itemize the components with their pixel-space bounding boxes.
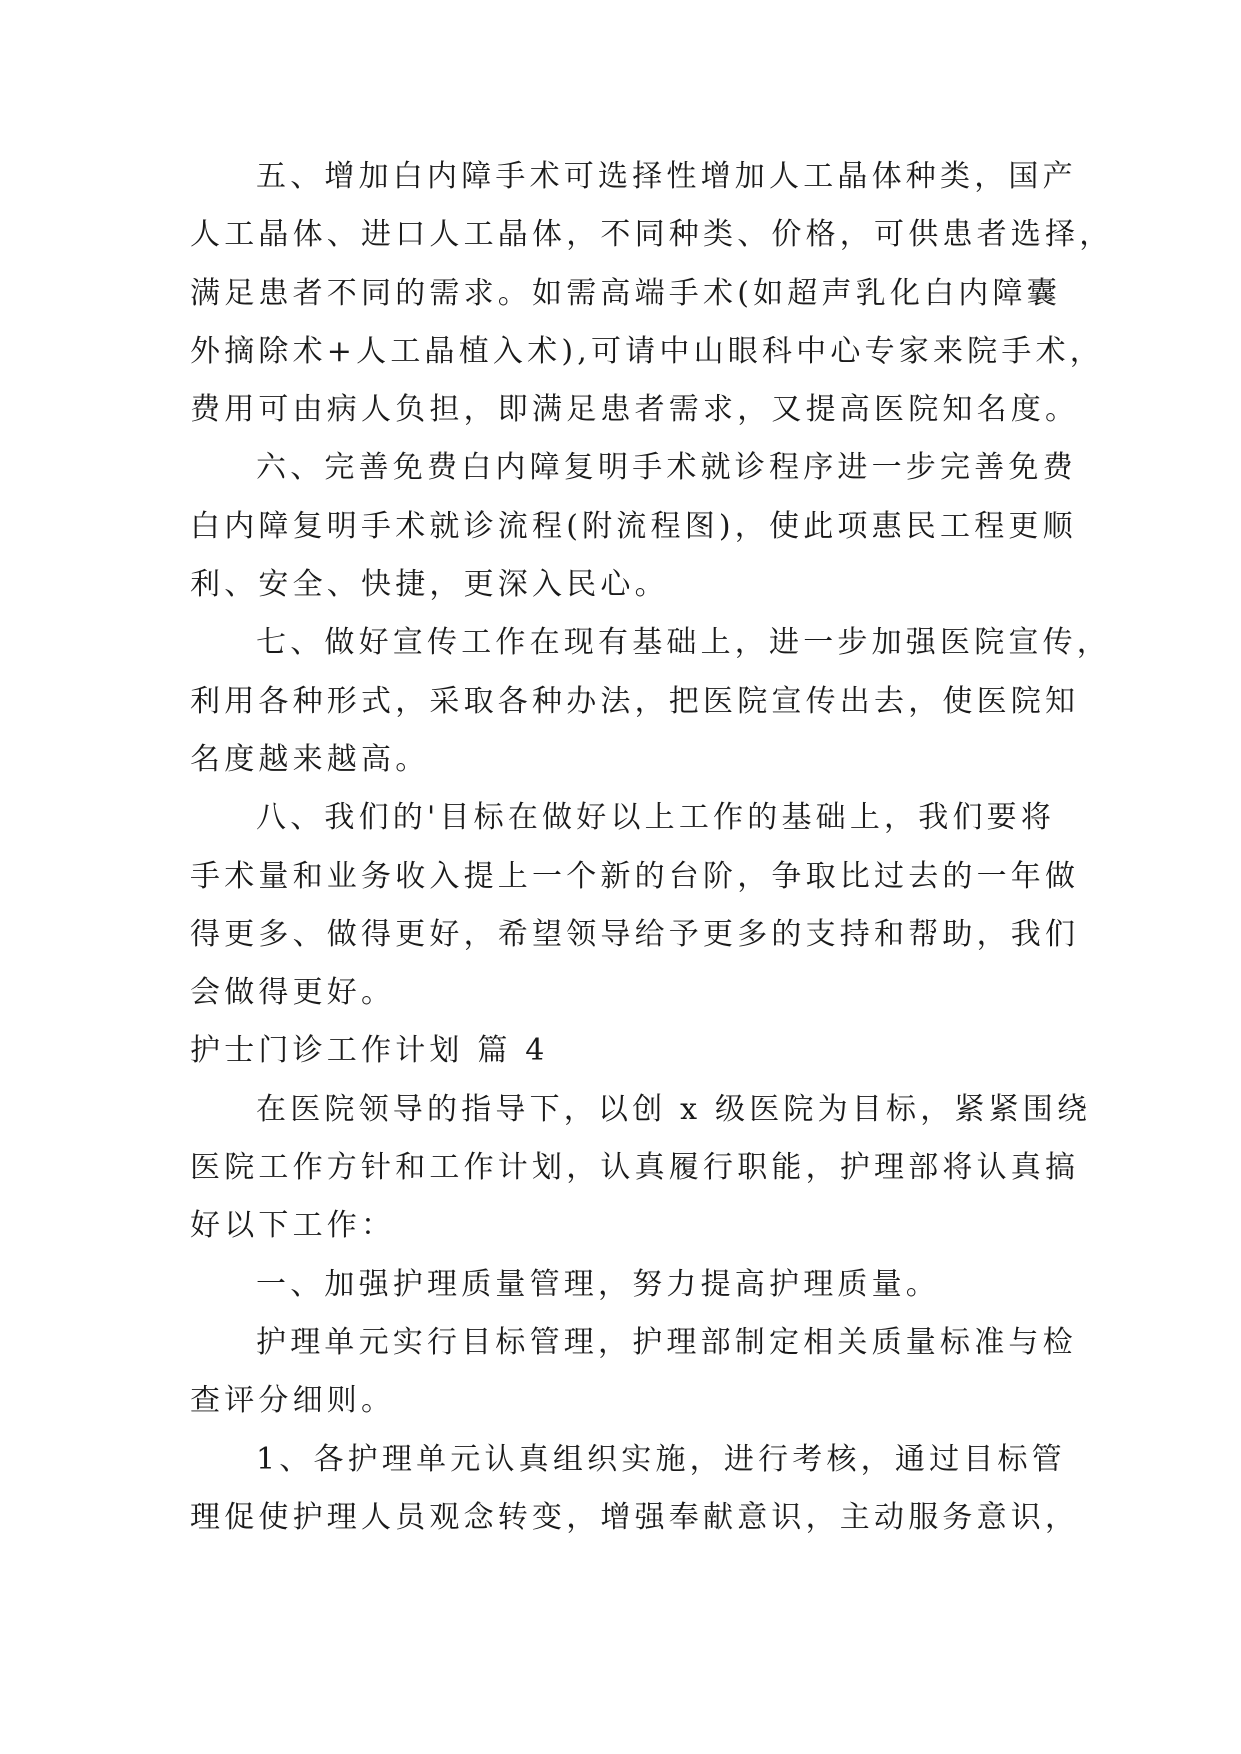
item-1-body-line-1: 护理单元实行目标管理，护理部制定相关质量标准与检 — [256, 1324, 1077, 1360]
paragraph-5-line-4: 外摘除术+人工晶植入术),可请中山眼科中心专家来院手术， — [190, 333, 1104, 369]
document-page — [190, 158, 1114, 1557]
paragraph-5-line-1: 五、增加白内障手术可选择性增加人工晶体种类，国产 — [256, 159, 1077, 194]
intro-line-3: 好以下工作： — [190, 1208, 396, 1244]
paragraph-8-line-4: 会做得更好。 — [190, 975, 396, 1011]
item-1-body-line-2: 查评分细则。 — [190, 1383, 396, 1419]
paragraph-5-line-5: 费用可由病人负担，即满足患者需求，又提高医院知名度。 — [190, 392, 1080, 428]
paragraph-8-line-2: 手术量和业务收入提上一个新的台阶，争取比过去的一年做 — [190, 858, 1080, 894]
paragraph-8-line-3: 得更多、做得更好，希望领导给予更多的支持和帮助，我们 — [190, 916, 1080, 952]
paragraph-6-line-1: 六、完善免费白内障复明手术就诊程序进一步完善免费 — [256, 450, 1077, 486]
item-1-heading: 一、加强护理质量管理，努力提高护理质量。 — [256, 1266, 940, 1302]
paragraph-7-line-3: 名度越来越高。 — [190, 741, 430, 777]
paragraph-5-line-2: 人工晶体、进口人工晶体，不同种类、价格，可供患者选择， — [190, 217, 1114, 253]
paragraph-6-line-3: 利、安全、快捷，更深入民心。 — [190, 567, 669, 603]
paragraph-8-line-1: 八、我们的'目标在做好以上工作的基础上，我们要将 — [256, 800, 1056, 836]
subitem-1-line-2: 理促使护理人员观念转变，增强奉献意识，主动服务意识， — [190, 1499, 1080, 1535]
section-heading: 护士门诊工作计划 篇 4 — [190, 1033, 549, 1069]
paragraph-5-line-3: 满足患者不同的需求。如需高端手术(如超声乳化白内障囊 — [190, 275, 1061, 311]
intro-line-2: 医院工作方针和工作计划，认真履行职能，护理部将认真搞 — [190, 1150, 1080, 1186]
paragraph-7-line-1: 七、做好宣传工作在现有基础上，进一步加强医院宣传， — [256, 625, 1111, 661]
subitem-1-line-1: 1、各护理单元认真组织实施，进行考核，通过目标管 — [256, 1441, 1066, 1477]
paragraph-6-line-2: 白内障复明手术就诊流程(附流程图)，使此项惠民工程更顺 — [190, 508, 1077, 544]
paragraph-7-line-2: 利用各种形式，采取各种办法，把医院宣传出去，使医院知 — [190, 683, 1080, 719]
intro-line-1: 在医院领导的指导下，以创 x 级医院为目标，紧紧围绕 — [256, 1091, 1092, 1127]
